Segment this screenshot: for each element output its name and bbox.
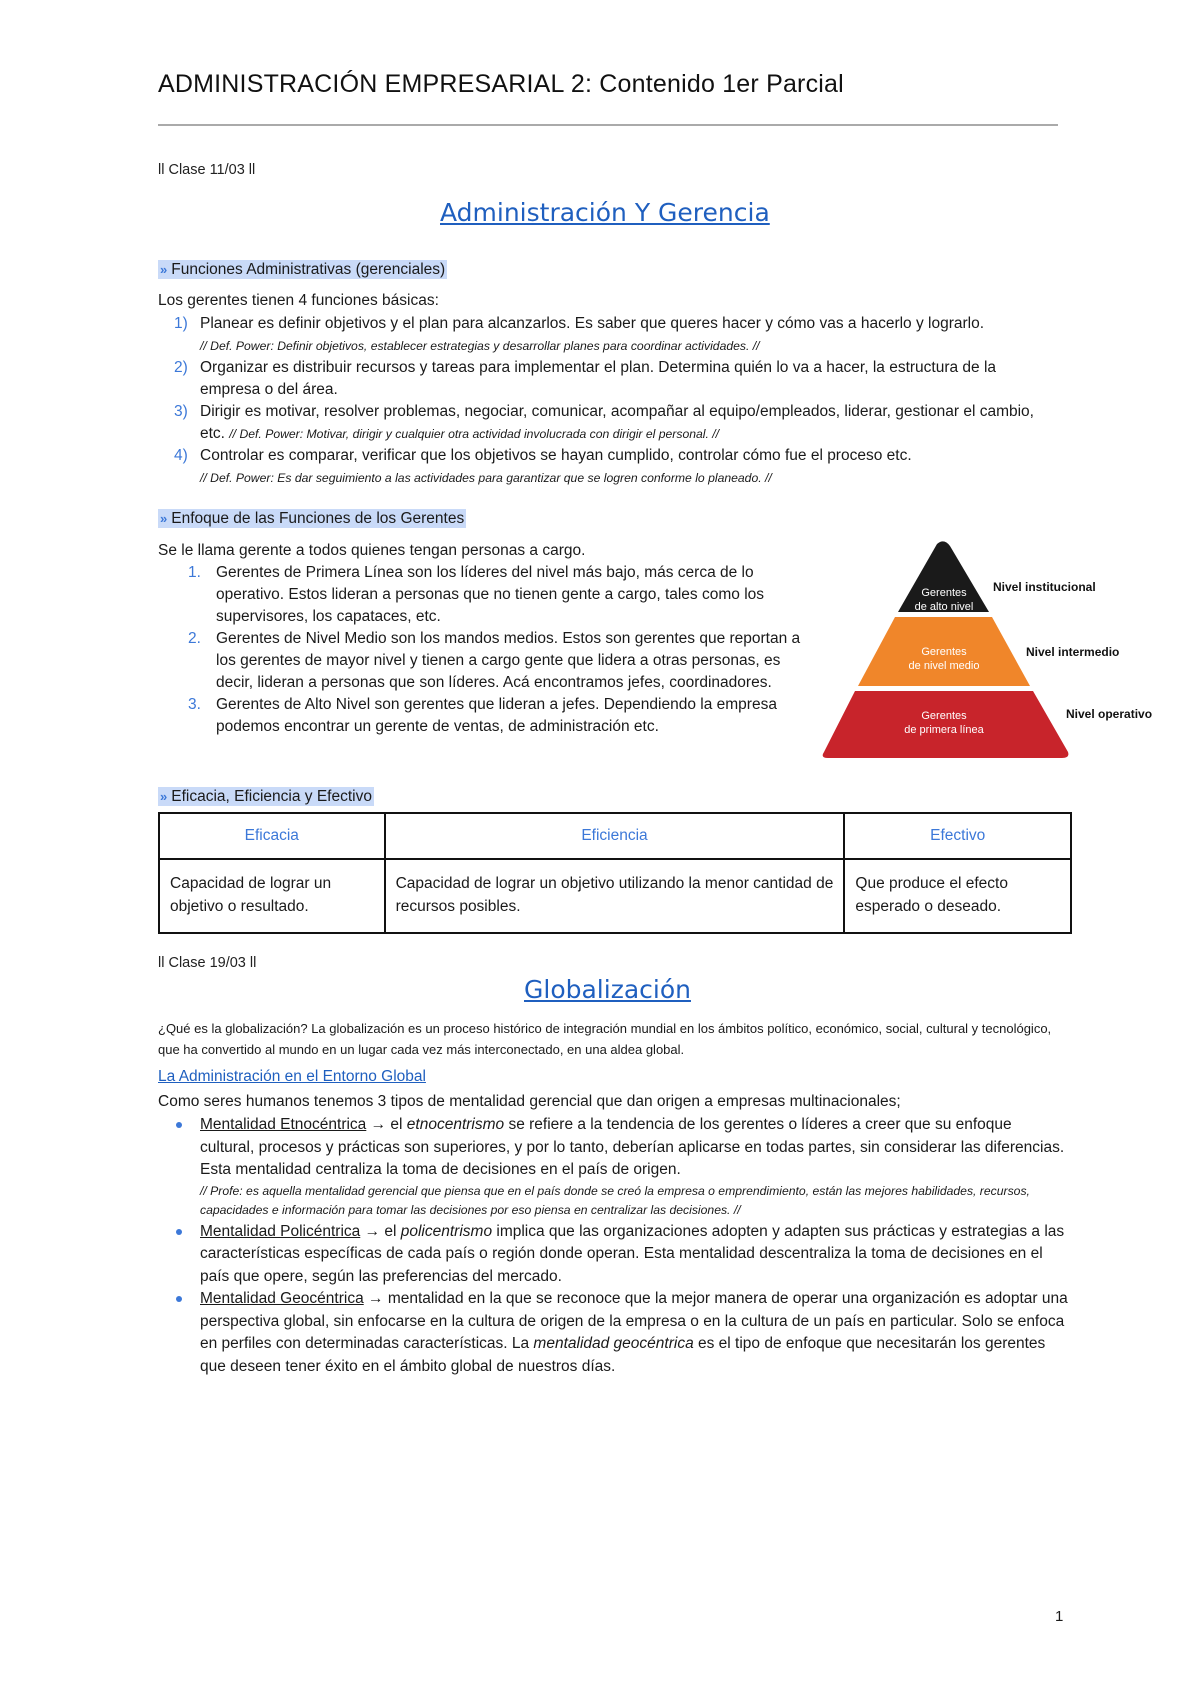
bullet-dot-icon [176, 1122, 182, 1128]
manager-levels-pyramid [822, 540, 1162, 760]
table-cell: Capacidad de lograr un objetivo utilizando la menor cantidad de recursos posibles. [385, 859, 845, 933]
page-number: 1 [1055, 1608, 1064, 1625]
list-item: Mentalidad Etnocéntrica → el etnocentrismo se refiere a la tendencia de los gerentes o líderes a creer que su enfoque cultural, procesos y prácticas son superiores, y por lo tanto, deberían aplicarse en todas partes, sin considerar las diferencias. Esta mentalidad centraliza la toma de decisiones en el país de origen. // Profe: es aquella mentalidad gerencial que piensa que en el país donde se creó la empresa o emprendimiento, están las mejores habilidades, recursos, capacidades e información para tomar las decisiones por eso piensa en centralizar las decisiones. // [158, 1114, 1068, 1221]
table-cell: Que produce el efecto esperado o deseado. [844, 859, 1071, 933]
table-header-cell: Efectivo [844, 813, 1071, 859]
section-title-globalizacion: Globalización [524, 975, 691, 1004]
list-item-note: // Profe: es aquella mentalidad gerencial que piensa que en el país donde se creó la empresa o emprendimiento, están las mejores habilidades, recursos, capacidades e información para tomar las decisiones por eso piensa en centralizar las decisiones. // [200, 1183, 1030, 1217]
arrow-bullet-icon: » [160, 262, 168, 277]
pyramid-side-label-top: Nivel institucional [993, 580, 1096, 594]
class-date-label: ll Clase 19/03 ll [158, 955, 257, 971]
globalizacion-intro: ¿Qué es la globalización? La globalización es un proceso histórico de integración mundial en los ámbitos político, económico, social, cultural y tecnológico, que ha convertido al mundo en un lugar cada vez más interconectado, en una aldea global. [158, 1021, 1052, 1057]
bullet-dot-icon [176, 1296, 182, 1302]
eficacia-table [158, 812, 1072, 934]
table-header-row [159, 813, 1071, 859]
pyramid-side-label-middle: Nivel intermedio [1026, 645, 1120, 659]
list-item: 3. Gerentes de Alto Nivel son gerentes que lideran a jefes. Dependiendo la empresa podemos encontrar un gerente de ventas, de administración etc. [188, 696, 777, 735]
pyramid-side-label-bottom: Nivel operativo [1066, 707, 1153, 721]
enfoque-list [158, 562, 818, 738]
list-item-note: // Def. Power: Motivar, dirigir y cualquier otra actividad involucrada con dirigir el personal. // [229, 427, 720, 441]
bullet-dot-icon [176, 1229, 182, 1235]
funciones-list [158, 313, 1058, 489]
table-row [159, 859, 1071, 933]
table-cell: Capacidad de lograr un objetivo o resultado. [159, 859, 385, 933]
list-item: 4) Controlar es comparar, verificar que los objetivos se hayan cumplido, controlar cómo fue el proceso etc. // Def. Power: Es dar seguimiento a las actividades para garantizar que se logren conforme lo planeado. // [158, 445, 1058, 489]
list-item: 1. Gerentes de Primera Línea son los líderes del nivel más bajo, más cerca de lo operativo. Estos lideran a personas que no tienen gente a cargo, tales como los supervisores, los capataces, etc. [188, 564, 765, 625]
arrow-bullet-icon: » [160, 511, 168, 526]
subheading-entorno-global[interactable]: La Administración en el Entorno Global [158, 1068, 426, 1085]
arrow-bullet-icon: » [160, 789, 168, 804]
list-item: Mentalidad Geocéntrica → mentalidad en la que se reconoce que la mejor manera de operar una organización es adoptar una perspectiva global, sin enfocarse en la cultura de origen de la empresa o en la cultura de un país en particular. Solo se enfoca en perfiles con determinadas características. La mentalidad geocéntrica es el tipo de enfoque que necesitarán los gerentes que deseen tener éxito en el ámbito global de nuestros días. [158, 1288, 1068, 1378]
pyramid-bottom-label-1: Gerentes [921, 710, 967, 722]
list-item: 2) Organizar es distribuir recursos y tareas para implementar el plan. Determina quién lo va a hacer, la estructura de la empresa o del área. [174, 359, 997, 398]
heading-eficacia: » Eficacia, Eficiencia y Efectivo [160, 788, 372, 805]
class-date-label: ll Clase 11/03 ll [158, 162, 256, 178]
table-header-cell: Eficacia [159, 813, 385, 859]
heading-funciones: » Funciones Administrativas (gerenciales) [160, 261, 446, 278]
list-item-note: // Def. Power: Definir objetivos, establecer estrategias y desarrollar planes para coordinar actividades. // [200, 339, 760, 353]
mentalidad-lead: Como seres humanos tenemos 3 tipos de mentalidad gerencial que dan origen a empresas multinacionales; [158, 1093, 901, 1110]
pyramid-middle-label-1: Gerentes [921, 646, 967, 658]
list-item: 1) Planear es definir objetivos y el plan para alcanzarlos. Es saber que queres hacer y cómo vas a hacerlo y lograrlo. // Def. Power: Definir objetivos, establecer estrategias y desarrollar planes para coordinar actividades. // [158, 313, 1058, 357]
section-title-administracion: Administración Y Gerencia [440, 198, 770, 227]
title-divider [158, 124, 1058, 126]
pyramid-top-label-1: Gerentes [921, 587, 967, 599]
list-item-note: // Def. Power: Es dar seguimiento a las actividades para garantizar que se logren conforme lo planeado. // [200, 471, 772, 485]
list-item: 3) Dirigir es motivar, resolver problemas, negociar, comunicar, acompañar al equipo/empleados, liderar, gestionar el cambio, etc. // Def. Power: Motivar, dirigir y cualquier otra actividad involucrada con dirigir el personal. // [174, 403, 1034, 442]
mentalidad-list [158, 1114, 1068, 1378]
document-title: ADMINISTRACIÓN EMPRESARIAL 2: Contenido 1er Parcial [158, 70, 844, 98]
pyramid-top-label-2: de alto nivel [914, 601, 974, 613]
pyramid-middle-label-2: de nivel medio [908, 660, 980, 672]
list-item: 2. Gerentes de Nivel Medio son los mandos medios. Estos son gerentes que reportan a los gerentes de mayor nivel y tienen a cargo gente que lidera a otras personas, es decir, lideran a personas que son líderes. Acá encontramos jefes, coordinadores. [188, 630, 801, 691]
funciones-intro: Los gerentes tienen 4 funciones básicas: [158, 292, 439, 309]
heading-enfoque: » Enfoque de las Funciones de los Gerentes [160, 510, 465, 527]
table-header-cell: Eficiencia [385, 813, 845, 859]
enfoque-intro: Se le llama gerente a todos quienes tengan personas a cargo. [158, 542, 586, 559]
list-item: Mentalidad Policéntrica → el policentrismo implica que las organizaciones adopten y adapten sus prácticas y estrategias a las características específicas de cada país o región donde operan. Esta mentalidad descentraliza la toma de decisiones en el país que opere, según las preferencias del mercado. [158, 1221, 1068, 1289]
pyramid-bottom-label-2: de primera línea [904, 724, 984, 736]
